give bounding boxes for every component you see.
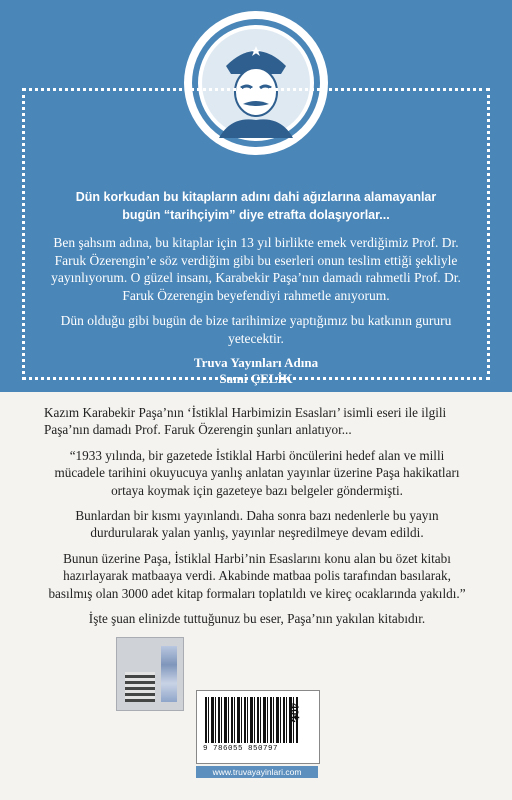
book-description — [44, 404, 470, 635]
quote-paragraph-1: “1933 yılında, bir gazetede İstiklal Harbi öncülerini hedef alan ve milli mücadele tarihini okuyucuya yanlış anlatan yayınlar üzerine Paşa hakikatları ortaya koymak için gazeteye bazı belgeler göndermişti. — [54, 447, 460, 498]
isbn-barcode — [196, 690, 320, 764]
closing-line: İşte şuan elinizde tuttuğunuz bu eser, Paşa’nın yakılan kitabıdır. — [88, 611, 426, 627]
note-paragraph-1: Ben şahsım adına, bu kitaplar için 13 yıl birlikte emek verdiğimiz Prof. Dr. Faruk Özerengin’e söz verdiğim gibi bu eserleri onun teslim ettiği şekliyle yayınlıyorum. O güzel insanı, Karabekir Paşa’nın damadı rahmetli Prof. Dr. Faruk Özerengin beyefendiyi rahmetle anıyorum. — [51, 235, 461, 303]
barcode-bars — [205, 697, 299, 743]
qr-code-icon — [125, 672, 155, 702]
website-url: www.truvayayinlari.com — [196, 766, 318, 778]
lead-statement — [40, 188, 472, 224]
note-paragraph-2: Dün olduğu gibi bugün de bize tarihimize yaptığımız bu katkının gururu yetecektir. — [60, 313, 452, 346]
lead-line-2: bugün “tarihçiyim” diye etrafta dolaşıyorlar... — [122, 208, 390, 222]
description-intro: Kazım Karabekir Paşa’nın ‘İstiklal Harbimizin Esasları’ isimli eseri ile ilgili Paşa’nın damadı Prof. Faruk Özerengin şunları anlatıyor... — [44, 405, 447, 438]
lead-line-1: Dün korkudan bu kitapların adını dahi ağızlarına alamayanlar — [75, 190, 437, 204]
publisher-note — [40, 188, 472, 387]
hologram-strip — [161, 646, 177, 702]
blue-panel — [0, 0, 512, 392]
barcode-digits: 9 786055 850797 — [203, 745, 279, 753]
quote-paragraph-3: Bunun üzerine Paşa, İstiklal Harbi’nin Esaslarını konu alan bu özet kitabı hazırlayarak matbaaya verdi. Akabinde matbaa polis tarafından basılarak, basılmış olan 3000 adet kitap formaları toplatıldı ve kireç ocaklarında yakıldı.” — [48, 550, 466, 601]
signature-organization: Truva Yayınları Adına — [193, 355, 319, 370]
signature-name: Sami ÇELİK — [219, 371, 293, 386]
quote-paragraph-2: Bunlardan bir kısmı yayınlandı. Daha sonra bazı nedenlerle bu yayın durdurularak yalan yanlış, yayınlar neşredilmeye devam edildi. — [75, 508, 439, 541]
price-code: 40₺ — [288, 703, 300, 723]
security-sticker — [116, 637, 184, 711]
